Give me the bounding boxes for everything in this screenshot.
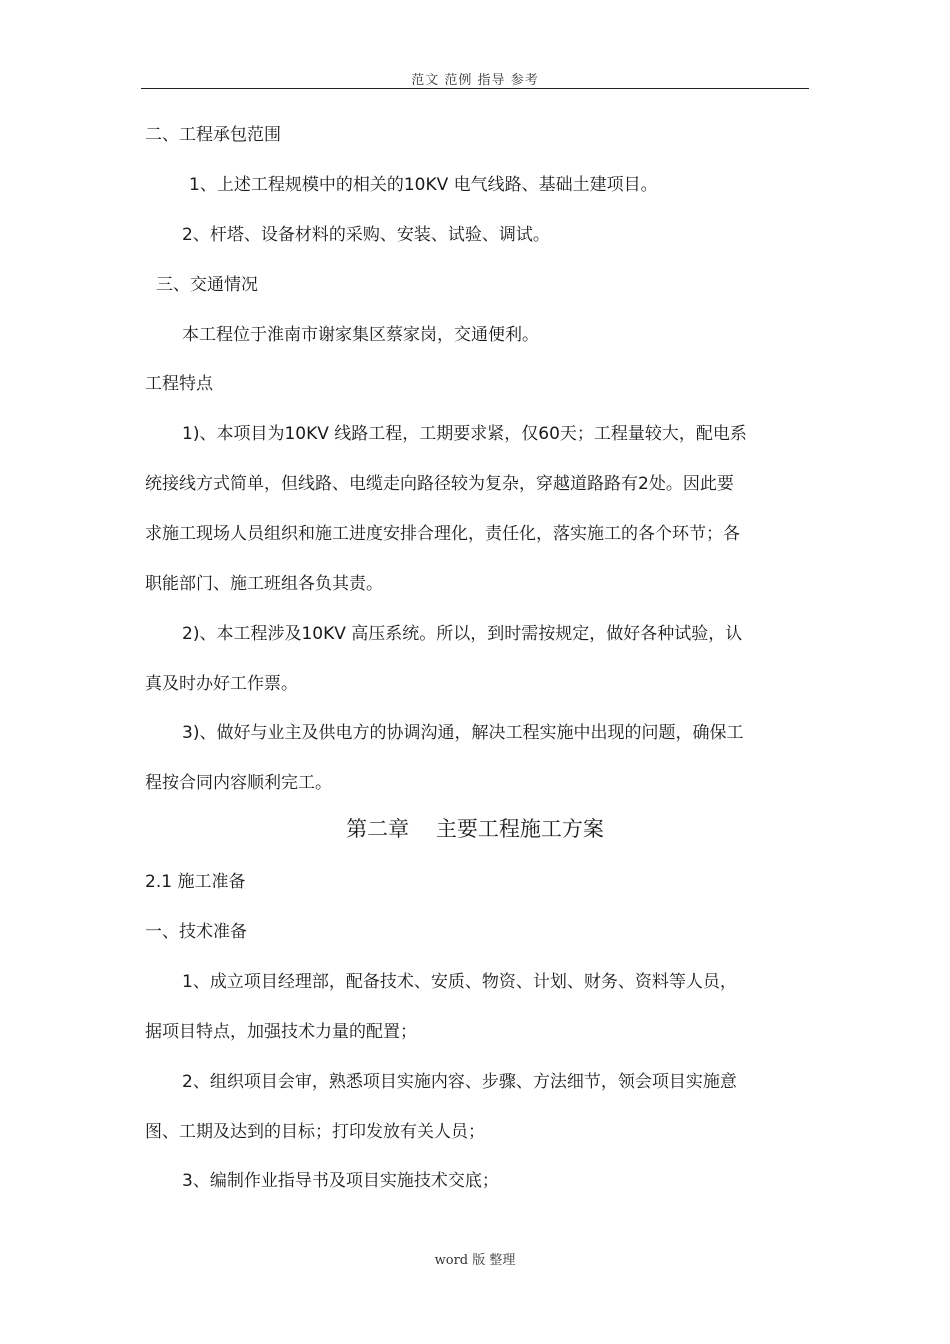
header-divider xyxy=(141,88,809,89)
section-heading-preparation: 2.1 施工准备 xyxy=(145,872,246,892)
page-header: 范文 范例 指导 参考 xyxy=(411,73,539,88)
paragraph-line: 2、杆塔、设备材料的采购、安装、试验、调试。 xyxy=(182,225,550,245)
chapter-title: 第二章 主要工程施工方案 xyxy=(346,817,604,841)
paragraph-line: 3)、做好与业主及供电方的协调沟通，解决工程实施中出现的问题，确保工 xyxy=(182,723,744,743)
paragraph-line: 1)、本项目为10KV 线路工程，工期要求紧，仅60天；工程量较大，配电系 xyxy=(182,424,747,444)
paragraph-line: 3、编制作业指导书及项目实施技术交底； xyxy=(182,1171,499,1191)
section-heading-technical: 一、技术准备 xyxy=(145,922,247,942)
paragraph-line: 1、上述工程规模中的相关的10KV 电气线路、基础土建项目。 xyxy=(189,175,658,195)
paragraph-line: 真及时办好工作票。 xyxy=(145,674,298,694)
paragraph-line: 2、组织项目会审，熟悉项目实施内容、步骤、方法细节，领会项目实施意 xyxy=(182,1072,737,1092)
section-heading-scope: 二、工程承包范围 xyxy=(145,125,281,145)
paragraph-line: 求施工现场人员组织和施工进度安排合理化，责任化，落实施工的各个环节；各 xyxy=(145,524,740,544)
paragraph-line: 据项目特点，加强技术力量的配置； xyxy=(145,1022,417,1042)
section-heading-features: 工程特点 xyxy=(145,374,213,394)
section-heading-traffic: 三、交通情况 xyxy=(156,275,258,295)
paragraph-line: 图、工期及达到的目标；打印发放有关人员； xyxy=(145,1122,485,1142)
paragraph-line: 1、成立项目经理部，配备技术、安质、物资、计划、财务、资料等人员， xyxy=(182,972,737,992)
page-footer: word 版 整理 xyxy=(434,1253,516,1268)
paragraph-line: 统接线方式简单，但线路、电缆走向路径较为复杂，穿越道路路有2处。因此要 xyxy=(145,474,734,494)
paragraph-line: 程按合同内容顺利完工。 xyxy=(145,773,332,793)
paragraph-line: 2)、本工程涉及10KV 高压系统。所以，到时需按规定，做好各种试验，认 xyxy=(182,624,743,644)
paragraph-line: 职能部门、施工班组各负其责。 xyxy=(145,574,383,594)
paragraph-line: 本工程位于淮南市谢家集区蔡家岗，交通便利。 xyxy=(182,325,539,345)
